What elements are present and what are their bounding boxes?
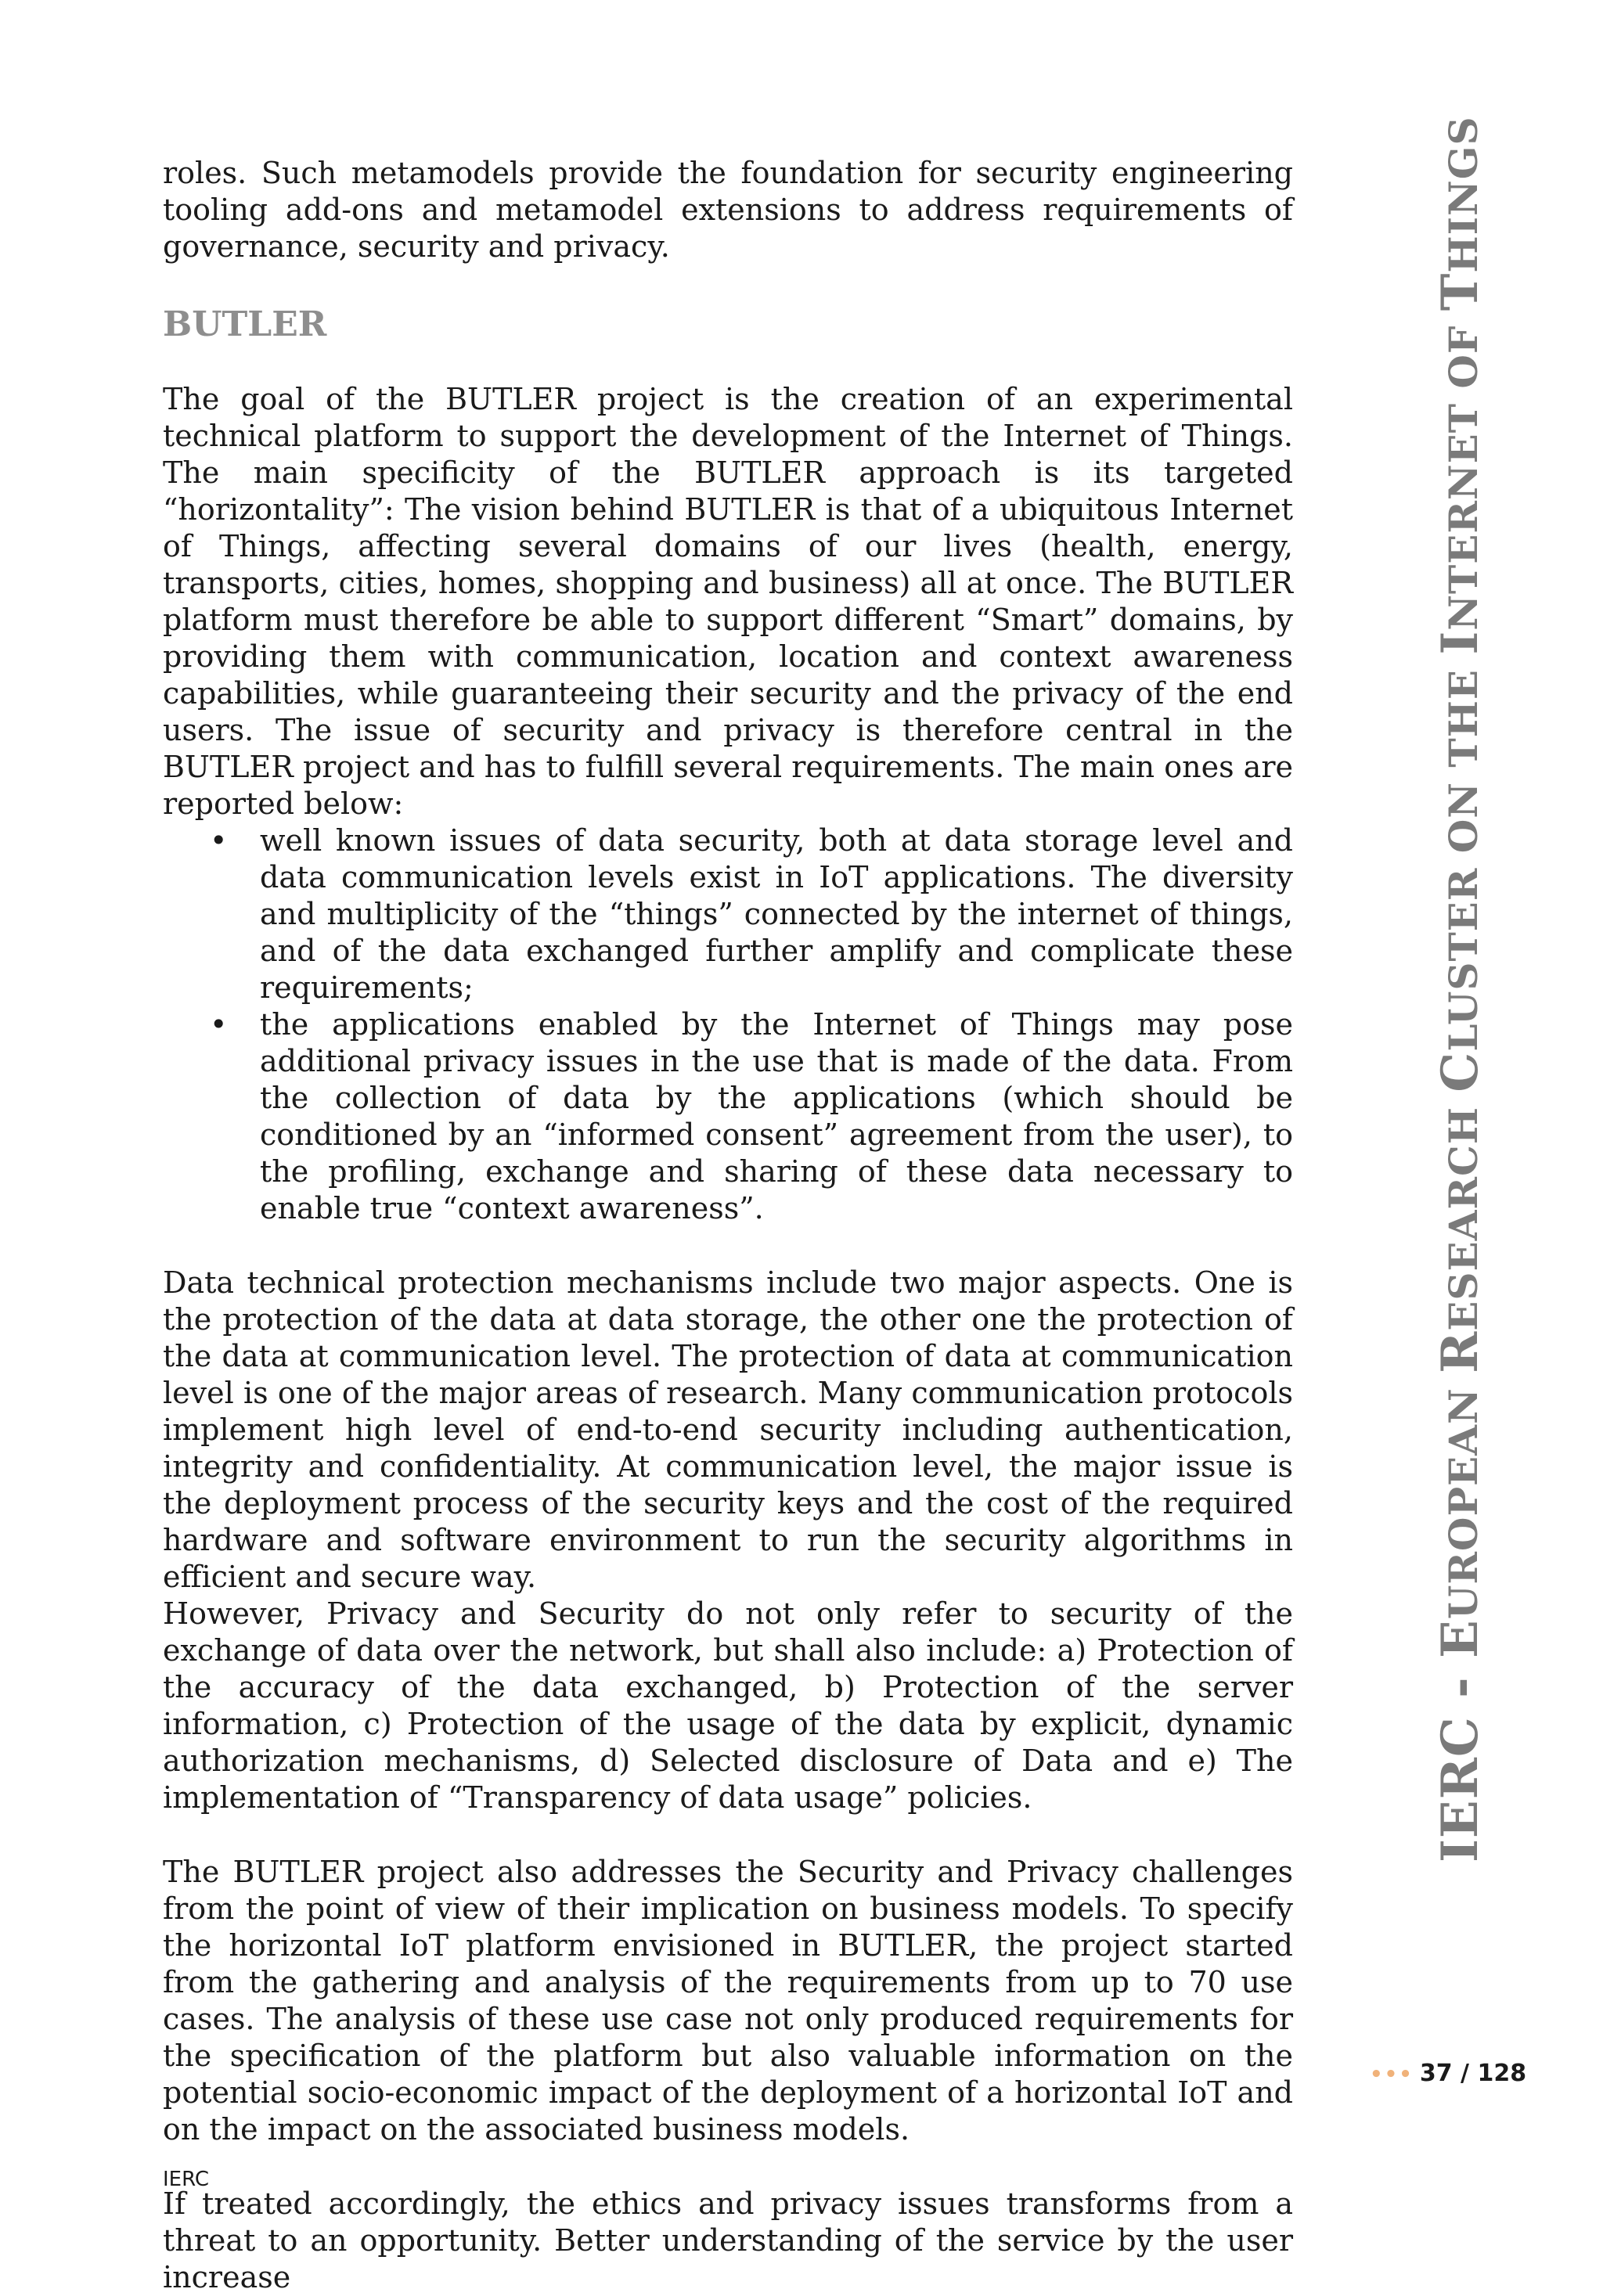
paragraph-ethics: If treated accordingly, the ethics and privacy issues transforms from a threat to an opportunity. Better understanding of the service by the user increase [163,2186,1293,2294]
footer-label: IERC [163,2168,210,2191]
list-item [163,1006,1293,1227]
page-number-text: 37 / 128 [1419,2060,1527,2087]
side-title-seg: UROPEAN [1440,1373,1486,1620]
dots-icon: ••• [1370,2063,1414,2086]
list-item-text: the applications enabled by the Internet of Things may pose additional privacy issues in the use that is made of the data. From the collection of data by the applications (which should be conditioned by an “informed consent” agreement from the user), to the profiling, exchange and sharing of these data necessary to enable true “context awareness”. [260,1007,1293,1225]
requirements-list [163,822,1293,1227]
list-item [163,822,1293,1006]
paragraph-protection-mechanisms: Data technical protection mechanisms include two major aspects. One is the protection of the data at data storage, the other one the protection of the data at communication level. The protection of data at communication level is one of the major areas of research. Many communication protocols implement high level of end-to-end security including authentication, integrity and confidentiality. At communication level, the major issue is the deployment process of the security keys and the cost of the required hardware and software environment to run the security algorithms in efficient and secure way. [163,1265,1293,1594]
side-title-seg: HINGS [1440,116,1486,273]
side-title-seg: I [1431,630,1490,655]
paragraph-privacy-security: However, Privacy and Security do not only refer to security of the exchange of data over the network, but shall also include: a) Protection of the accuracy of the data exchanged, b) Protection of the server information, c) Protection of the usage of the data by explicit, dynamic authorization mechanisms, d) Selected disclosure of Data and e) The implementation of “Transparency of data usage” policies. [163,1596,1293,1815]
side-running-title [1429,116,1495,1862]
side-title-seg: IERC - E [1431,1619,1490,1862]
page-number [1370,2060,1526,2087]
side-title-seg: C [1431,1051,1490,1092]
paragraph-business-models: The BUTLER project also addresses the Security and Privacy challenges from the point of view of their implication on business models. To specify the horizontal IoT platform envisioned in BUTLER, the project started from the gathering and analysis of the requirements from up to 70 use cases. The analysis of these use case not only produced requirements for the specification of the platform but also valuable information on the potential socio-economic impact of the deployment of a horizontal IoT and on the impact on the associated business models. [163,1855,1293,2147]
list-item-text: well known issues of data security, both at data storage level and data communication levels exist in IoT applications. The diversity and multiplicity of the “things” connected by the internet of things, and of the data exchanged further amplify and complicate these requirements; [260,823,1293,1005]
bullet-icon: • [210,1007,228,1042]
main-content [163,155,1293,2296]
paragraph-project-goal: The goal of the BUTLER project is the creation of an experimental technical platform to support the development of the Internet of Things. The main specificity of the BUTLER approach is its targeted “horizontality”: The vision behind BUTLER is that of a ubiquitous Internet of Things, affecting several domains of our lives (health, energy, transports, cities, homes, shopping and business) all at once. The BUTLER platform must therefore be able to support different “Smart” domains, by providing them with communication, location and context awareness capabilities, while guaranteeing their security and the privacy of the end users. The issue of security and privacy is therefore central in the BUTLER project and has to fulfill several requirements. The main ones are reported below: [163,382,1293,821]
side-title-seg: R [1431,1330,1490,1373]
section-heading: BUTLER [163,304,327,344]
intro-paragraph: roles. Such metamodels provide the foundation for security engineering tooling add-ons and metamodel extensions to address requirements of governance, security and privacy. [163,156,1293,264]
side-title-seg: NTERNET OF [1440,311,1486,631]
bullet-icon: • [210,823,228,858]
side-title-seg: T [1431,272,1490,311]
side-title-seg: LUSTER ON THE [1440,654,1486,1052]
side-title-seg: ESEARCH [1440,1092,1486,1331]
